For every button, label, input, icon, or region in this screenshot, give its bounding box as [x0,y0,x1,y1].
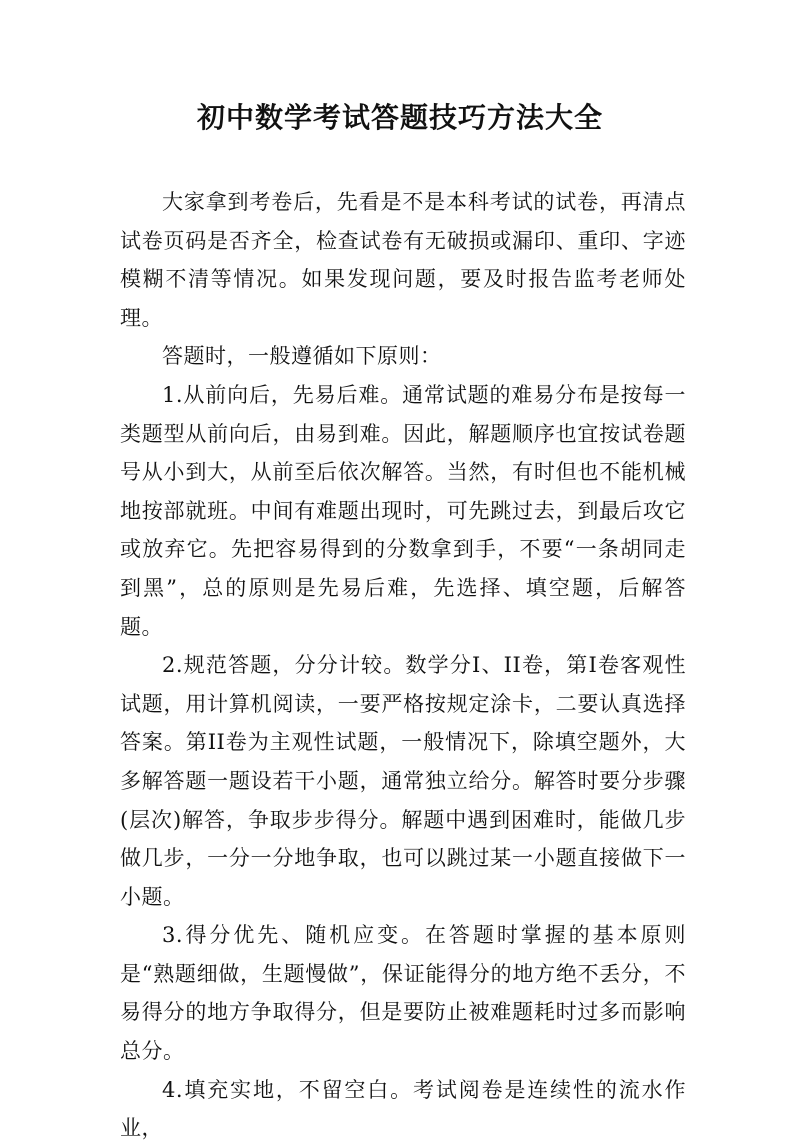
paragraph-principles-intro: 答题时，一般遵循如下原则： [162,344,442,369]
paragraph-principle-4: 4.填充实地，不留空白。考试阅卷是连续性的流水作业， [120,1077,686,1141]
document-body [120,183,686,1148]
paragraph-principle-3: 3.得分优先、随机应变。在答题时掌握的基本原则是“熟题细做，生题慢做”，保证能得分的地方绝不丢分，不易得分的地方争取得分，但是要防止被难题耗时过多而影响总分。 [120,923,686,1064]
paragraph-principle-2: 2.规范答题，分分计较。数学分I、II卷，第I卷客观性试题，用计算机阅读，一要严格按规定涂卡，二要认真选择答案。第II卷为主观性试题，一般情况下，除填空题外，大多解答题一题设若干小题，通常独立给分。解答时要分步骤(层次)解答，争取步步得分。解题中遇到困难时，能做几步做几步，一分一分地争取，也可以跳过某一小题直接做下一小题。 [120,653,686,909]
page-title: 初中数学考试答题技巧方法大全 [196,101,603,134]
paragraph-intro: 大家拿到考卷后，先看是不是本科考试的试卷，再清点试卷页码是否齐全，检查试卷有无破损或漏印、重印、字迹模糊不清等情况。如果发现问题，要及时报告监考老师处理。 [120,190,686,330]
paragraph-principle-1: 1.从前向后，先易后难。通常试题的难易分布是按每一类题型从前向后，由易到难。因此，解题顺序也宜按试卷题号从小到大，从前至后依次解答。当然，有时但也不能机械地按部就班。中间有难题出现时，可先跳过去，到最后攻它或放弃它。先把容易得到的分数拿到手，不要“一条胡同走到黑”，总的原则是先易后难，先选择、填空题，后解答题。 [120,382,686,639]
